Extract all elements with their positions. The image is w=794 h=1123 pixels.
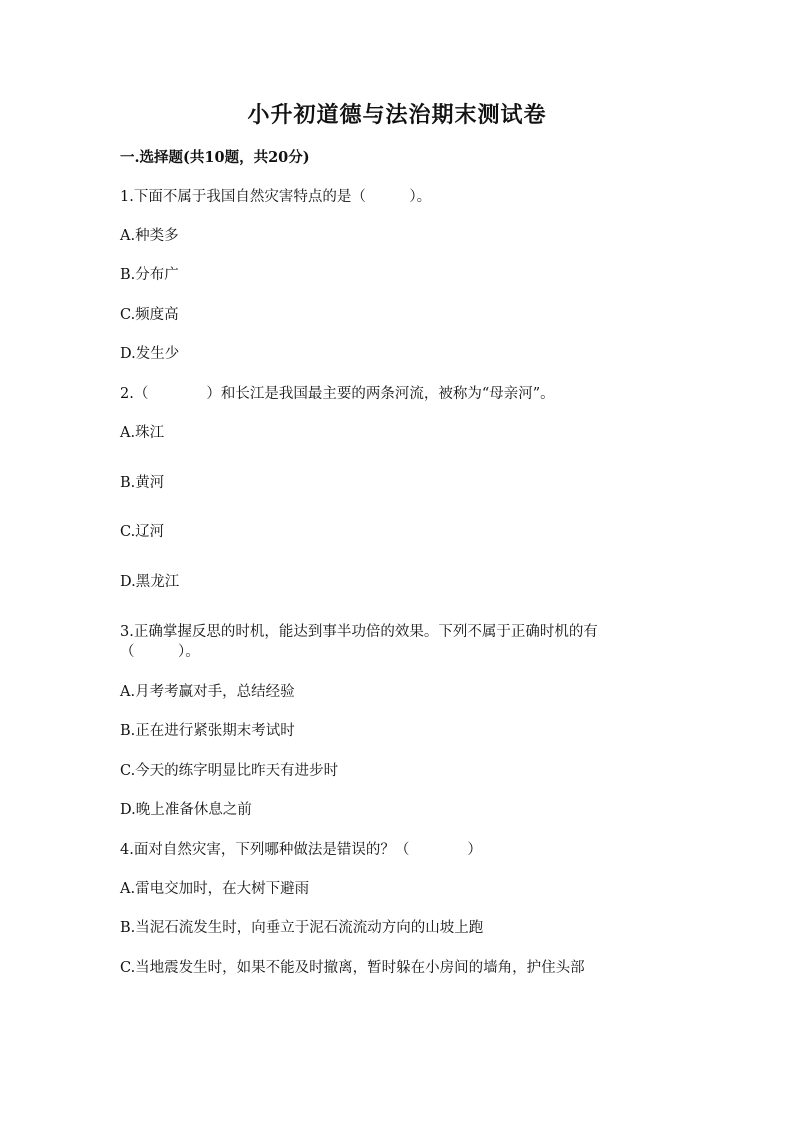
- question-1-option-c: C.频度高: [120, 307, 179, 323]
- question-3-option-a: A.月考考赢对手，总结经验: [120, 684, 295, 700]
- question-2-option-d: D.黑龙江: [120, 574, 180, 590]
- question-4-option-a: A.雷电交加时，在大树下避雨: [120, 881, 310, 897]
- question-4-option-b: B.当泥石流发生时，向垂立于泥石流流动方向的山坡上跑: [120, 920, 484, 936]
- question-3-stem-continued: （ ）。: [120, 644, 200, 660]
- question-1-option-d: D.发生少: [120, 346, 180, 362]
- page-title: 小升初道德与法治期末测试卷: [247, 102, 547, 128]
- question-1-stem: 1.下面不属于我国自然灾害特点的是（ ）。: [120, 189, 432, 205]
- question-4-option-c: C.当地震发生时，如果不能及时撤离，暂时躲在小房间的墙角，护住头部: [120, 960, 585, 976]
- question-2-option-a: A.珠江: [120, 425, 165, 441]
- question-2-option-c: C.辽河: [120, 524, 165, 540]
- question-2-option-b: B.黄河: [120, 475, 165, 491]
- section-heading: 一.选择题(共10题，共20分): [120, 149, 310, 166]
- question-3-stem: 3.正确掌握反思的时机，能达到事半功倍的效果。下列不属于正确时机的有: [120, 624, 598, 640]
- question-3-option-d: D.晚上准备休息之前: [120, 802, 252, 818]
- question-4-stem: 4.面对自然灾害，下列哪种做法是错误的？（ ）: [120, 842, 482, 858]
- question-2-stem: 2.（ ）和长江是我国最主要的两条河流，被称为“母亲河”。: [120, 386, 555, 402]
- question-1-option-a: A.种类多: [120, 228, 179, 244]
- question-3-option-c: C.今天的练字明显比昨天有进步时: [120, 763, 339, 779]
- question-3-option-b: B.正在进行紧张期末考试时: [120, 723, 295, 739]
- question-1-option-b: B.分布广: [120, 267, 179, 283]
